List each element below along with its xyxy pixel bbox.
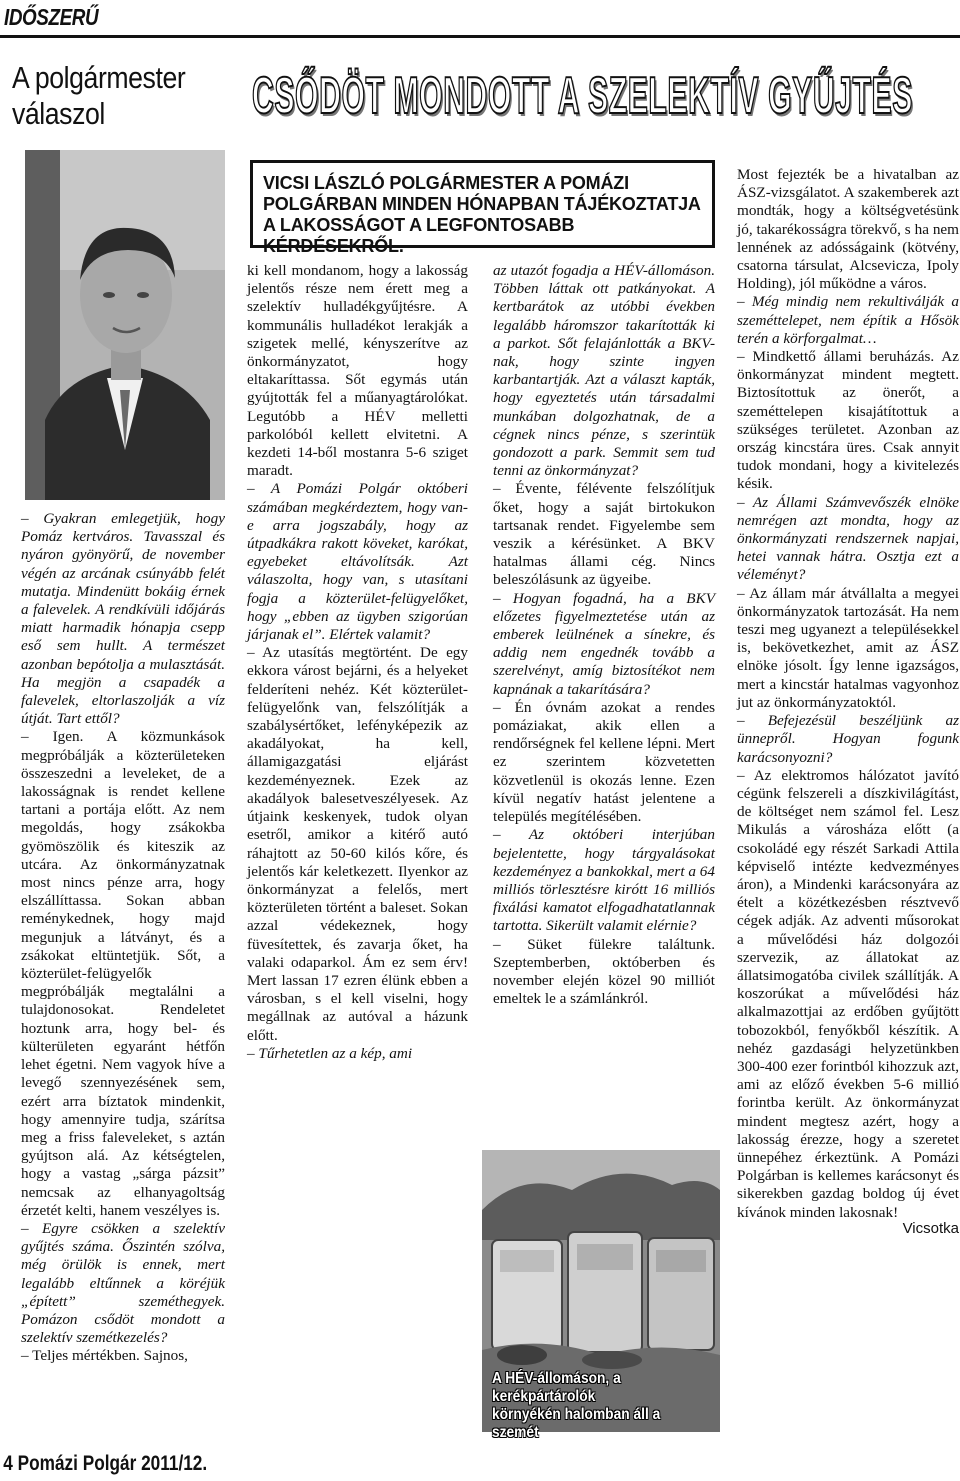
question-paragraph: – Az októberi interjúban bejelentette, hogy tárgyalásokat kezdeményez a bankokkal, mert a 64 milliós törlesztésre kirótt 16 milliós fixálási kamatot elfogadhatatlannak tartotta. Sikerült valamit elérnie? bbox=[493, 826, 715, 935]
answer-paragraph: – Én óvnám azokat a rendes pomáziakat, akik ellen a rendőrségnek fel kellene lépni. Mert ez szerintem közvetetten közvetlenül is okozás lenne. Ezen kívül negatív hatást jelentene a település megítélésében. bbox=[493, 698, 715, 826]
column-4 bbox=[737, 166, 959, 1238]
photo-caption: A HÉV-állomáson, a kerékpártárolók környékén halomban áll a szemét bbox=[492, 1370, 661, 1441]
waste-bins-photo bbox=[482, 1150, 720, 1441]
lead-box: VICSI LÁSZLÓ POLGÁRMESTER A POMÁZI POLGÁRBAN MINDEN HÓNAPBAN TÁJÉKOZTATJA A LAKOSSÁGOT A LEGFONTOSABB KÉRDÉSEKRŐL. bbox=[250, 160, 715, 248]
question-paragraph: – A Pomázi Polgár októberi számában megkérdeztem, hogy van-e arra jogszabály, hogy az útpadkákra rakott köveket, karókat, egyebeket eltávolítsák. Azt válaszolta, hogy van, s utasítani fogja a közterület-felügyelőket, hogy „ebben az ügyben szigorúan járjanak el”. Elértek valamit? bbox=[247, 480, 468, 644]
answer-paragraph: – Mindkettő állami beruházás. Az önkormányzat mindent megtett. Biztosítottuk az önerőt, a szeméttelepen kisajátítottuk a szükséges területet. Azonban az ország kincstára üres. Csak annyit tudok mondani, hogy a kivitelezés késik. bbox=[737, 348, 959, 493]
question-paragraph: – Befejezésül beszéljünk az ünnepről. Hogyan fogunk karácsonyozni? bbox=[737, 712, 959, 766]
kicker-line-1: A polgármester bbox=[12, 60, 186, 95]
portrait-illustration bbox=[25, 150, 225, 500]
answer-paragraph: – Az állam már átvállalta a megyei önkormányzatok tartozását. Ha nem teszi meg ugyanezt a településekkel is, bekövetkezhet, amit az ÁSZ elnöke jósolt. Így lenne igazságos, mert a kincstár hatalmas vagyonhoz jut az önkormányzatoktól. bbox=[737, 584, 959, 711]
column-1 bbox=[21, 510, 225, 1366]
question-paragraph: – Még mindig nem rekultiválják a szeméttelepet, nem építik a Hősök terén a körforgalmat… bbox=[737, 293, 959, 347]
question-paragraph: – Gyakran emlegetjük, hogy Pomáz kertváros. Tavasszal és nyáron gyönyörű, de november végén az arcának csúnyább felét mutatja. Mindenütt bokáig érnek a falevelek. A rendkívüli időjárás miatt harmadik hónapja csepp eső sem hullt. A természet azonban bepótolja a mulasztását. Ha megjön a csapadék a falevelek, eltorlaszolják a víz útját. Tart ettől? bbox=[21, 510, 225, 728]
page-footer: 4 Pomázi Polgár 2011/12. bbox=[3, 1452, 208, 1475]
mayor-portrait-photo bbox=[25, 150, 225, 500]
answer-paragraph: – Az elektromos hálózatot javító cégünk felszereli a díszkivilágítást, de költséget nem számol fel. Lesz Mikulás a városháza előtt (a csokoládé egy részét Sarkadi Attila képviselő intézte kedvezményes áron), a Mindenki karácsonyára az ételt a közétkezésben résztvevő cégek adják. Az adventi műsorokat a művelődési ház dolgozói szervezik, az állatokat az állatsimogatóba civilek szállítják. A koszorúkat a művelődési ház alkalmazottjai az erdőben gyűjtött tobozokból, fenyőkből készítik. A nehéz gazdasági helyzetünkben 300-400 ezer forintból kihozzuk azt, ami az előző években 5-6 millió forintba került. Az önkormányzat mindent megtesz azért, hogy a lakosság érezze, hogy a szeretet ünnepéhez érkeztünk. A Pomázi Polgárban is kellemes karácsonyt és sikerekben gazdag boldog új évet kívánok minden lakosnak! bbox=[737, 766, 959, 1221]
section-tag-label: IDŐSZERŰ bbox=[4, 4, 99, 30]
question-paragraph: – Egyre csökken a szelektív gyűjtés száma. Őszintén szólva, még örülök is ennek, mert legalább eltűnnek a köréjük „épített” szeméthegyek. Pomázon csődöt mondott a szelektív szemétkezelés? bbox=[21, 1219, 225, 1347]
question-paragraph: az utazót fogadja a HÉV-állomáson. Többen láttak ott patkányokat. A kertbarátok az utóbbi években legalább háromszor takarították ki a parkot. Sőt felajánlották a BKV-nak, hogy szinte ingyen karbantartják. Azt a választ kapták, hogy egyeztetés után társadalmi munkában dolgozhatnak, de a cégnek nincs pénze, s szerintük gondozott a park. Semmit sem tud tenni az önkormányzat? bbox=[493, 262, 715, 480]
answer-paragraph: Most fejezték be a hivatalban az ÁSZ-vizsgálatot. A szakemberek azt mondták, hogy a költségvetésünk jó, takarékosságra törekvő, s ha nem lennének az adósságaink (kötvény, csatorna társulat, Alcsevicza, Ipoly Holding), jól működne a város. bbox=[737, 166, 959, 293]
answer-paragraph: – Igen. A közmunkások megpróbálják a közterületeken összeszedni a leveleket, de a lakosságnak is rendet kellene tartani a portája előtt. Az nem megoldás, hogy zsákokba gyömöszölik és kiteszik az utcára. Az önkormányzatnak most nincs pénze arra, hogy elszállíttassa. Sokan abban reménykednek, hogy majd megunjuk a látványt, és a zsákokat eltüntetjük. Sőt, a közterület-felügyelők megpróbálják megtalálni a tulajdonosokat. Rendeletet hoztunk arra, hogy bel- és külterületen egyaránt hétfőn lehet égetni. Nem vagyok híve a levegő szennyezésének sem, ezért arra bíztatok mindenkit, hogy amennyire tudja, szárítsa meg a friss faleveleket, s aztán gyújtson alá. Az kétségtelen, hogy a vastag „sárga pázsit” nemcsak az elhanyagoltság érzetét kelti, hanem veszélyes is. bbox=[21, 728, 225, 1219]
question-paragraph: – Hogyan fogadná, ha a BKV előzetes figyelmeztetése után az emberek leülnének a sínekre, és addig nem engednék tovább a szerelvényt, amíg biztosítékot nem kapnának a takarítására? bbox=[493, 589, 715, 698]
column-3 bbox=[493, 262, 715, 1008]
kicker bbox=[12, 60, 222, 132]
kicker-line-2: válaszol bbox=[12, 96, 105, 131]
answer-paragraph: – Teljes mértékben. Sajnos, bbox=[21, 1347, 188, 1365]
answer-paragraph: – Az utasítás megtörtént. De egy ekkora várost bejárni, és a helyeket felderíteni nehéz. Két közterület-felügyelőnk van, felszólítják a szabálysértőket, lefényképezik az akadályokat, ha kell, államigazgatási eljárást kezdeményeznek. Ezek az akadályok balesetveszélyesek. Az útjaink keskenyek, tudok olyan esetről, amikor a kitérő autó ráhajtott az 50-60 kilós kőre, és jelentős kár keletkezett. Ilyenkor az önkormányzat a felelős, mert közterületen történt a baleset. Sokan azzal védekeznek, hogy füvesítettek, és zavarja őket, ha valaki odaparkol. Ám ez sem érv! Mert lassan 17 ezren élünk ebben a városban, s el kell viselni, hogy megállnak az autóval a házunk előtt. bbox=[247, 644, 468, 1044]
answer-paragraph: – Évente, félévente felszólítjuk őket, hogy a saját birtokukon tartsanak rendet. Figyelembe sem veszik a kérésünket. A BKV hatalmas állami cég. Nincs beleszólásunk az ügyeibe. bbox=[493, 480, 715, 589]
author-signature: Vicsotka bbox=[902, 1219, 959, 1237]
section-tag bbox=[0, 0, 960, 38]
headline: CSŐDÖT MONDOTT A SZELEKTÍV GYŰJTÉS bbox=[252, 67, 913, 125]
answer-paragraph: ki kell mondanom, hogy a lakosság jelentős része nem érett meg a szelektív hulladékgyűjtésre. A kommunális hulladékot lerakják a szigetek mellé, kényszerítve az önkormányzatot, hogy eltakaríttassa. Sőt egymás után gyújtották fel a műanyagtárolókat. Legutóbb a HÉV melletti parkolóból kellett elvitetni. A kezdeti 14-ből mostanra 5-6 sziget maradt. bbox=[247, 262, 468, 480]
question-paragraph: – Tűrhetetlen az a kép, ami bbox=[247, 1044, 413, 1062]
answer-paragraph: – Süket fülekre találtunk. Szeptemberben, októberben és november elején közel 90 milliót emeltek le a számlánkról. bbox=[493, 935, 715, 1008]
column-2 bbox=[247, 262, 468, 1063]
question-paragraph: – Az Állami Számvevőszék elnöke nemrégen azt mondta, hogy az önkormányzati rendszernek napjai, hetei vannak hátra. Osztja ezt a véleményt? bbox=[737, 493, 959, 584]
